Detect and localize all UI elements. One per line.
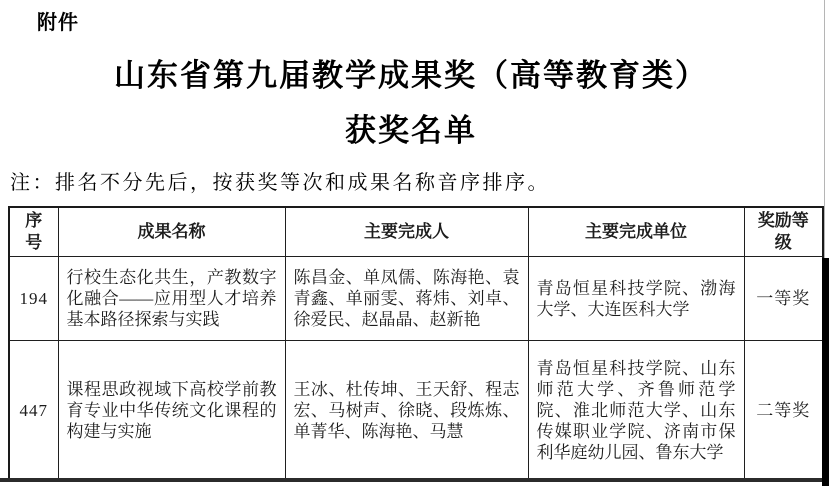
table-row [9, 341, 823, 481]
sorting-note: 注：排名不分先后，按获奖等次和成果名称音序排序。 [10, 172, 550, 194]
header-serial-number: 序号 [9, 207, 58, 257]
header-main-contributors: 主要完成人 [285, 207, 528, 257]
header-achievement-name: 成果名称 [58, 207, 285, 257]
cell-award-level: 一等奖 [744, 257, 823, 341]
awards-table [8, 206, 824, 482]
scan-artifact-strip [822, 258, 829, 486]
cell-serial-number: 447 [9, 341, 58, 481]
cell-main-units: 青岛恒星科技学院、山东师范大学、齐鲁师范学院、淮北师范大学、山东传媒职业学院、济南市保利华庭幼儿园、鲁东大学 [528, 341, 744, 481]
cell-main-contributors: 王冰、杜传坤、王天舒、程志宏、马树声、徐晓、段炼炼、单菁华、陈海艳、马慧 [285, 341, 528, 481]
scan-page-edge-line [824, 0, 825, 258]
table-header-row [9, 207, 823, 257]
cell-main-contributors: 陈昌金、单凤儒、陈海艳、袁青鑫、单丽雯、蒋炜、刘卓、徐爱民、赵晶晶、赵新艳 [285, 257, 528, 341]
next-row-top-border [0, 478, 829, 482]
table-row [9, 257, 823, 341]
header-main-units: 主要完成单位 [528, 207, 744, 257]
document-title-line1: 山东省第九届教学成果奖（高等教育类） [114, 58, 708, 93]
cell-achievement-name: 课程思政视域下高校学前教育专业中华传统文化课程的构建与实施 [58, 341, 285, 481]
cell-serial-number: 194 [9, 257, 58, 341]
document-title [0, 48, 822, 158]
cell-award-level: 二等奖 [744, 341, 823, 481]
cell-achievement-name: 行校生态化共生，产教数字化融合——应用型人才培养基本路径探索与实践 [58, 257, 285, 341]
attachment-label: 附件 [37, 12, 79, 34]
header-award-level: 奖励等级 [744, 207, 823, 257]
cell-main-units: 青岛恒星科技学院、渤海大学、大连医科大学 [528, 257, 744, 341]
document-title-line2: 获奖名单 [345, 113, 477, 148]
